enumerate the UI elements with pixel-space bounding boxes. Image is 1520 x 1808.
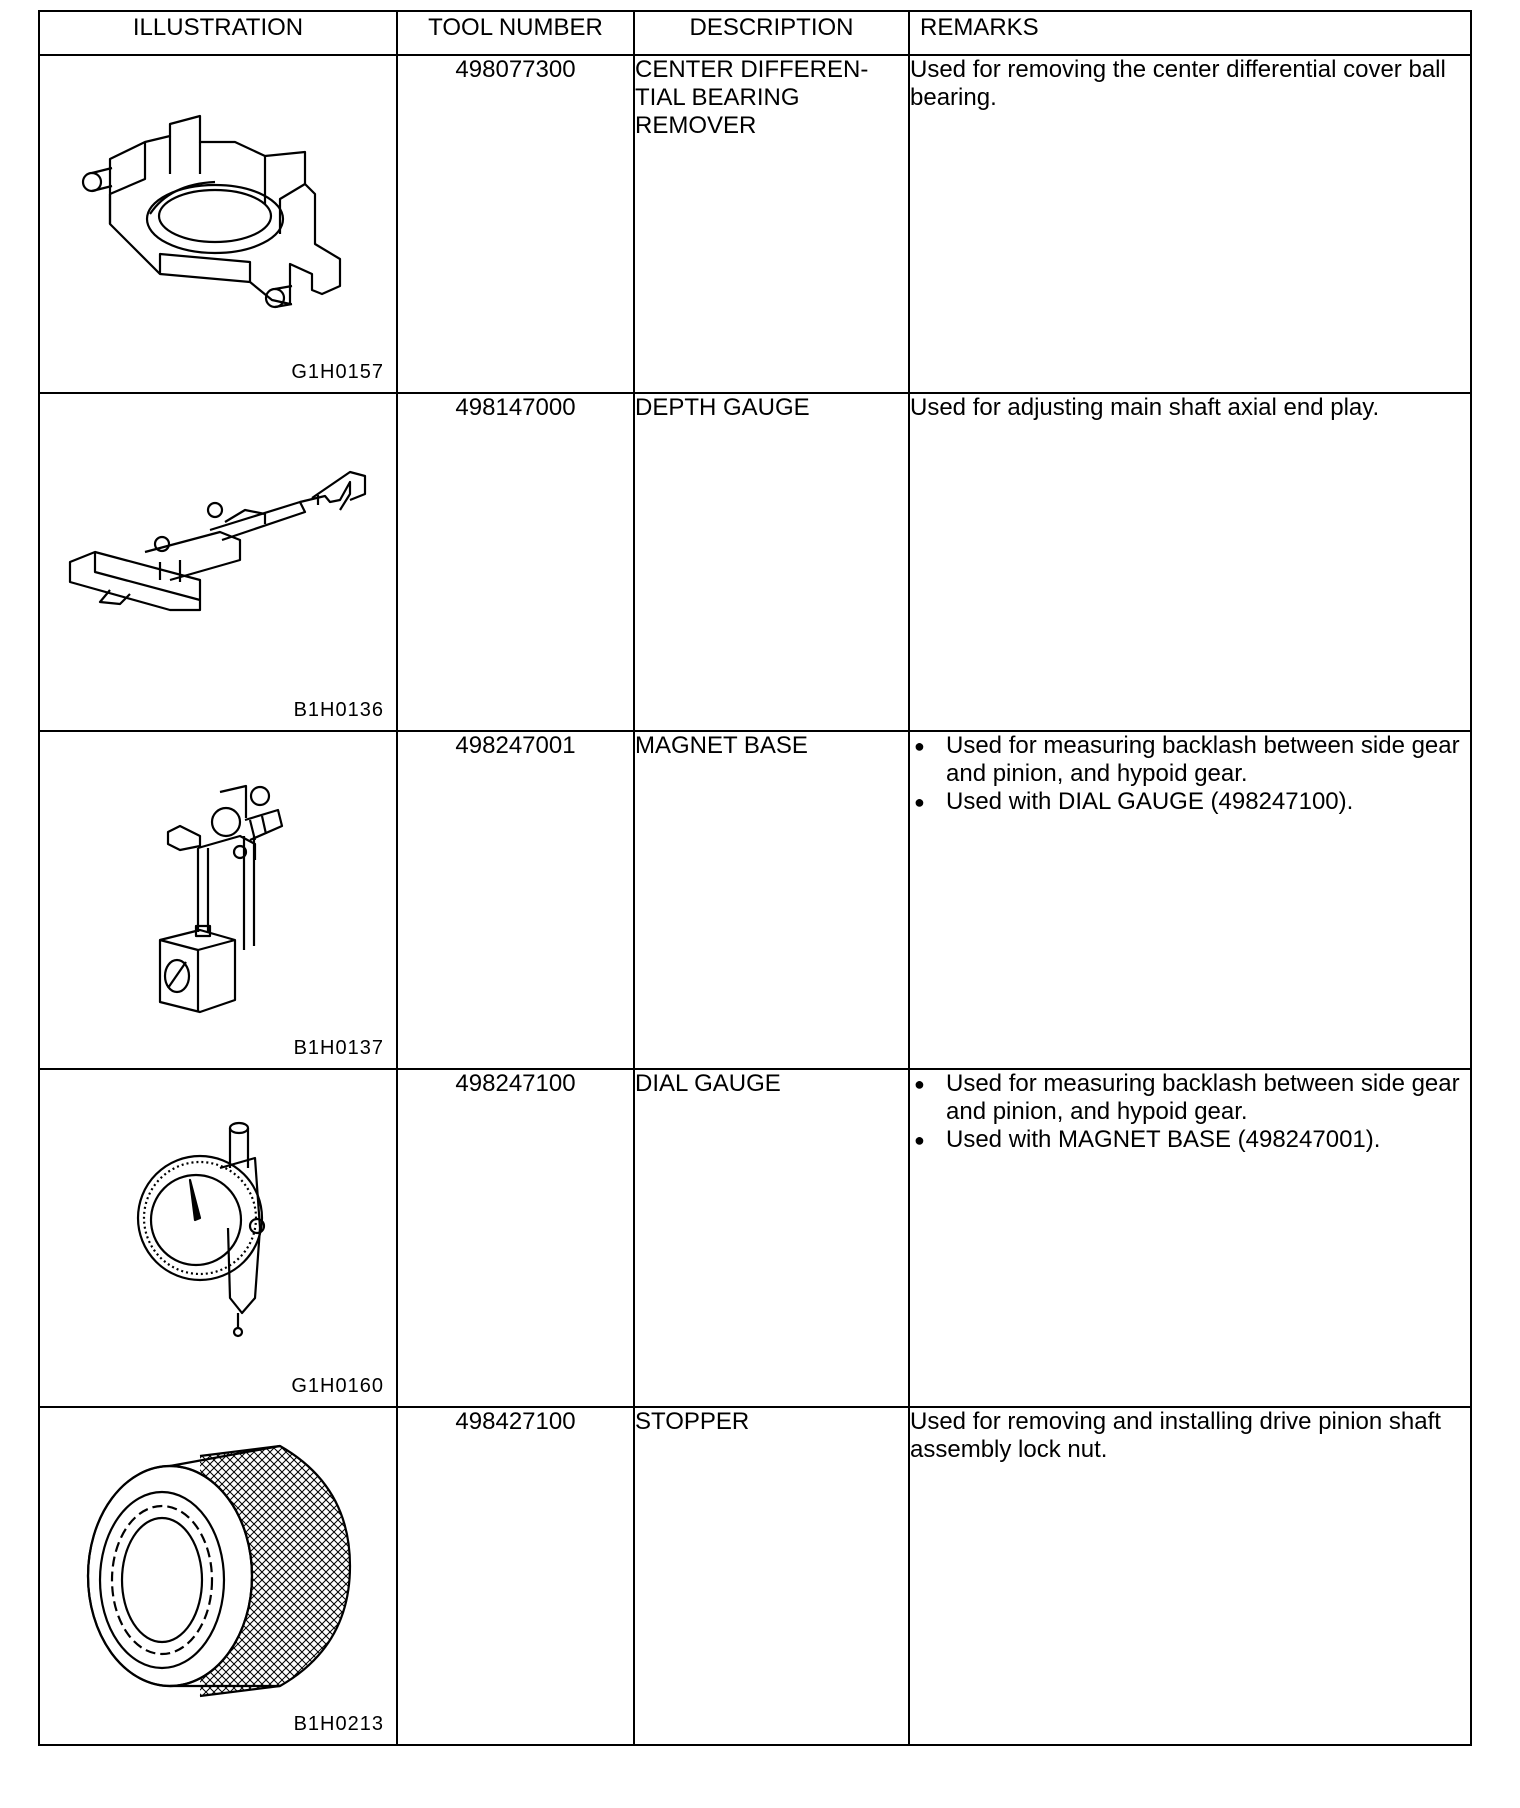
tool-remarks [909, 731, 1471, 1069]
stopper-icon [50, 1416, 380, 1706]
depth-gauge-icon [50, 402, 380, 692]
illustration-cell [39, 1069, 397, 1407]
tool-description: MAGNET BASE [634, 731, 909, 1069]
figure-id: B1H0213 [293, 1713, 384, 1735]
tool-description: DIAL GAUGE [634, 1069, 909, 1407]
tool-number: 498427100 [397, 1407, 634, 1745]
illustration-cell [39, 1407, 397, 1745]
magnet-base-icon [50, 740, 380, 1030]
table-row [39, 1069, 1471, 1407]
remarks-list [910, 732, 1470, 816]
tool-description: STOPPER [634, 1407, 909, 1745]
header-remarks: REMARKS [909, 11, 1471, 55]
tool-remarks [909, 1069, 1471, 1407]
remarks-bullet: ● Used with MAGNET BASE (498247001). [910, 1126, 1470, 1154]
remarks-list [910, 1070, 1470, 1154]
table-row [39, 1407, 1471, 1745]
tool-description: DEPTH GAUGE [634, 393, 909, 731]
illustration-cell [39, 55, 397, 393]
remarks-bullet: ● Used for measuring backlash between side gear and pinion, and hypoid gear. [910, 1070, 1470, 1126]
figure-id: G1H0160 [291, 1375, 384, 1397]
illustration-cell [39, 731, 397, 1069]
remarks-bullet: ● Used for measuring backlash between side gear and pinion, and hypoid gear. [910, 732, 1470, 788]
dial-gauge-icon [50, 1078, 380, 1368]
figure-id: B1H0136 [293, 699, 384, 721]
tool-description: CENTER DIFFEREN- TIAL BEARING REMOVER [634, 55, 909, 393]
table-row [39, 731, 1471, 1069]
tool-number: 498247001 [397, 731, 634, 1069]
figure-id: G1H0157 [291, 361, 384, 383]
special-tools-table-sheet [38, 10, 1470, 1746]
table-header-row [39, 11, 1471, 55]
figure-id: B1H0137 [293, 1037, 384, 1059]
tool-number: 498147000 [397, 393, 634, 731]
tool-remarks: Used for adjusting main shaft axial end play. [909, 393, 1471, 731]
bearing-remover-icon [50, 64, 380, 354]
remarks-bullet: ● Used with DIAL GAUGE (498247100). [910, 788, 1470, 816]
illustration-cell [39, 393, 397, 731]
special-tools-table [38, 10, 1472, 1746]
tool-remarks: Used for removing and installing drive pinion shaft assembly lock nut. [909, 1407, 1471, 1745]
header-illustration: ILLUSTRATION [39, 11, 397, 55]
tool-remarks: Used for removing the center differential cover ball bearing. [909, 55, 1471, 393]
table-row [39, 55, 1471, 393]
tool-number: 498247100 [397, 1069, 634, 1407]
table-row [39, 393, 1471, 731]
tool-number: 498077300 [397, 55, 634, 393]
header-description: DESCRIPTION [634, 11, 909, 55]
header-tool-number: TOOL NUMBER [397, 11, 634, 55]
